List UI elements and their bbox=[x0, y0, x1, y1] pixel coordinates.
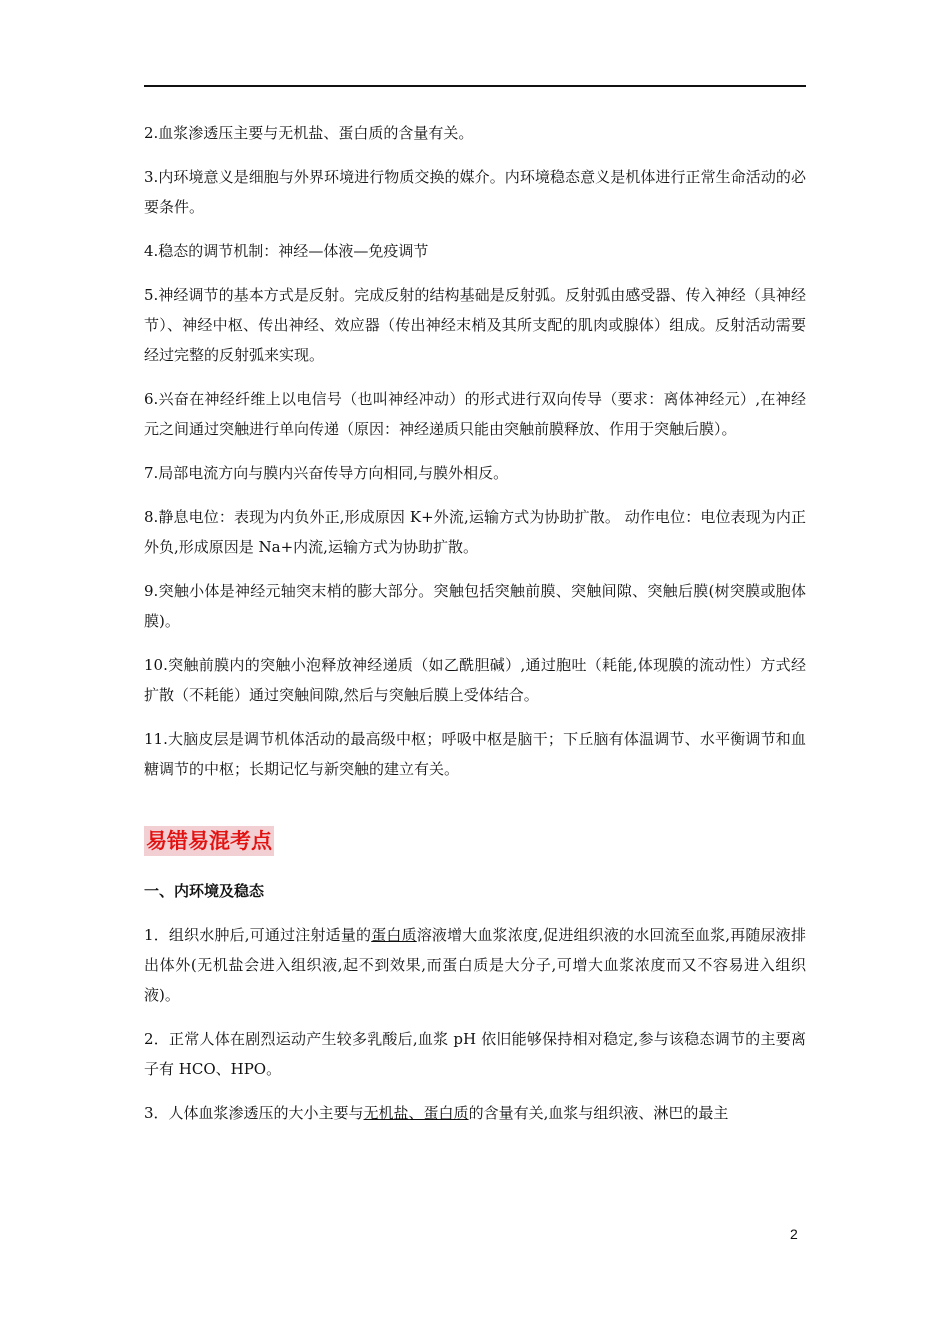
summary-point-2: 2.血浆渗透压主要与无机盐、蛋白质的含量有关。 bbox=[144, 124, 474, 142]
page-number: 2 bbox=[790, 1226, 798, 1242]
summary-point-10: 10.突触前膜内的突触小泡释放神经递质（如乙酰胆碱）,通过胞吐（耗能,体现膜的流动性）方式经扩散（不耗能）通过突触间隙,然后与突触后膜上受体结合。 bbox=[144, 656, 806, 704]
mistake-point-2-text: 2．正常人体在剧烈运动产生较多乳酸后,血浆 pH 依旧能够保持相对稳定,参与该稳态调节的主要离子有 HCO、HPO。 bbox=[144, 1030, 806, 1078]
summary-point-9: 9.突触小体是神经元轴突末梢的膨大部分。突触包括突触前膜、突触间隙、突触后膜(树突膜或胞体膜)。 bbox=[144, 582, 806, 630]
summary-point-8: 8.静息电位：表现为内负外正,形成原因 K+外流,运输方式为协助扩散。 动作电位：电位表现为内正外负,形成原因是 Na+内流,运输方式为协助扩散。 bbox=[144, 508, 806, 556]
section-heading-wrap bbox=[144, 826, 806, 856]
mistake-point-1-underlined: 蛋白质 bbox=[371, 926, 417, 944]
subsection-heading: 一、内环境及稳态 bbox=[144, 882, 265, 900]
header-rule bbox=[144, 85, 806, 87]
summary-point-6: 6.兴奋在神经纤维上以电信号（也叫神经冲动）的形式进行双向传导（要求：离体神经元）,在神经元之间通过突触进行单向传递（原因：神经递质只能由突触前膜释放、作用于突触后膜）。 bbox=[144, 390, 806, 438]
section-heading: 易错易混考点 bbox=[144, 826, 274, 856]
summary-point-5: 5.神经调节的基本方式是反射。完成反射的结构基础是反射弧。反射弧由感受器、传入神经（具神经节）、神经中枢、传出神经、效应器（传出神经末梢及其所支配的肌肉或腺体）组成。反射活动需要经过完整的反射弧来实现。 bbox=[144, 286, 806, 364]
mistake-point-1-text-a: 1．组织水肿后,可通过注射适量的 bbox=[144, 926, 372, 944]
summary-point-7: 7.局部电流方向与膜内兴奋传导方向相同,与膜外相反。 bbox=[144, 464, 509, 482]
mistake-point-3 bbox=[144, 1098, 806, 1128]
mistake-point-1 bbox=[144, 920, 806, 1010]
mistake-point-3-text-a: 3．人体血浆渗透压的大小主要与 bbox=[144, 1104, 364, 1122]
mistake-point-3-text-b: 的含量有关,血浆与组织液、淋巴的最主 bbox=[468, 1104, 729, 1122]
mistake-point-1-text-b: 溶液增大血浆浓度,促进组织液的水回流至血浆,再随尿液排出体外(无机盐会进入组织液,起不到效果,而蛋白质是大分子,可增大血浆浓度而又不容易进入组织液)。 bbox=[144, 926, 806, 1004]
summary-point-4: 4.稳态的调节机制：神经—体液—免疫调节 bbox=[144, 242, 429, 260]
mistake-point-3-underlined: 无机盐、蛋白质 bbox=[363, 1104, 469, 1122]
document-body bbox=[144, 118, 806, 1142]
summary-point-11: 11.大脑皮层是调节机体活动的最高级中枢；呼吸中枢是脑干；下丘脑有体温调节、水平衡调节和血糖调节的中枢；长期记忆与新突触的建立有关。 bbox=[144, 730, 806, 778]
summary-point-3: 3.内环境意义是细胞与外界环境进行物质交换的媒介。内环境稳态意义是机体进行正常生命活动的必要条件。 bbox=[144, 168, 806, 216]
mistake-point-2 bbox=[144, 1024, 806, 1084]
